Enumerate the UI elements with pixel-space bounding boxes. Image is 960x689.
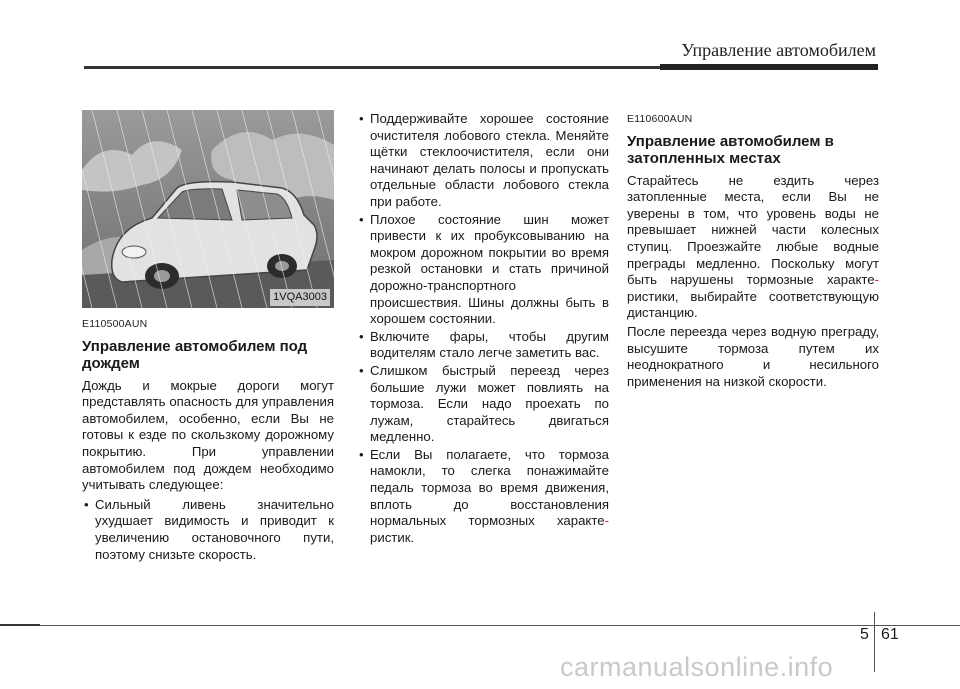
page-header-title: Управление автомобилем [681, 40, 876, 60]
bullet-text-cont: ристик. [370, 529, 415, 545]
column-1 [82, 110, 334, 564]
footer-rule-mark [0, 624, 40, 626]
page-number-separator [874, 612, 875, 672]
bullet-item: • Плохое состояние шин может привести к их пробуксовыванию на мокром дорожном покрытии во время резкой остановки и стать причиной дорожно-транспортного происшествия. Шины должны быть в хорошем состоянии. [357, 212, 609, 328]
section1-bullets-a [82, 497, 334, 563]
hyphen-mark: - [604, 513, 609, 529]
section2-para1 [627, 173, 879, 322]
bullet-item: • Включите фары, чтобы другим водителям стало легче заметить вас. [357, 329, 609, 362]
section-number: 5 [860, 626, 869, 643]
page-number: 61 [881, 626, 899, 643]
rain-car-illustration [82, 110, 334, 308]
section1-bullets-b [357, 111, 609, 546]
section1-title: Управление автомобилем под дождем [82, 337, 308, 372]
para1-text-cont: ристики, выбирайте соответствующую дистанцию. [627, 288, 879, 321]
figure-label: 1VQA3003 [270, 289, 330, 306]
hyphen-mark: - [874, 272, 879, 288]
column-2 [357, 111, 609, 547]
column-3 [627, 111, 879, 390]
para1-text: Старайтесь не ездить через затопленные места, если Вы не уверены в том, что уровень воды не превышает нижней части колесных ступиц. Проезжайте любые водные преграды медленно. Поскольку могут быть нарушены тормозные характе [627, 172, 879, 288]
header-rule-accent [660, 64, 878, 70]
section1-intro: Дождь и мокрые дороги могут представлять опасность для управления автомобилем, особенно, если Вы не готовы к езде по скользкому дорожному покрытию. При управлении автомобилем под дождем необходимо учитывать следующее: [82, 377, 334, 493]
footer-rule [0, 625, 960, 626]
section2-code: E110600AUN [627, 113, 693, 125]
car-in-rain-image [82, 110, 334, 308]
section2-para2: После переезда через водную преграду, высушите тормоза путем их неоднократного и несильного применения на низкой скорости. [627, 323, 879, 389]
watermark: carmanualsonline.info [560, 652, 834, 682]
bullet-item [357, 447, 609, 547]
bullet-item: • Слишком быстрый переезд через большие лужи может повлиять на тормоза. Если надо проехать по лужам, старайтесь двигаться медленно. [357, 363, 609, 446]
section2-title: Управление автомобилем в затопленных местах [627, 132, 834, 167]
bullet-text: Если Вы полагаете, что тормоза намокли, то слегка понажимайте педаль тормоза во время движения, вплоть до восстановления нормальных тормозных характе [370, 446, 609, 529]
bullet-item: • Поддерживайте хорошее состояние очистителя лобового стекла. Меняйте щётки стеклоочистителя, если они начинают делать полосы и пропускать отдельные области лобового стекла при работе. [357, 111, 609, 211]
bullet-item: • Сильный ливень значительно ухудшает видимость и приводит к увеличению остановочного пути, поэтому снизьте скорость. [82, 497, 334, 563]
section1-code: E110500AUN [82, 318, 148, 330]
